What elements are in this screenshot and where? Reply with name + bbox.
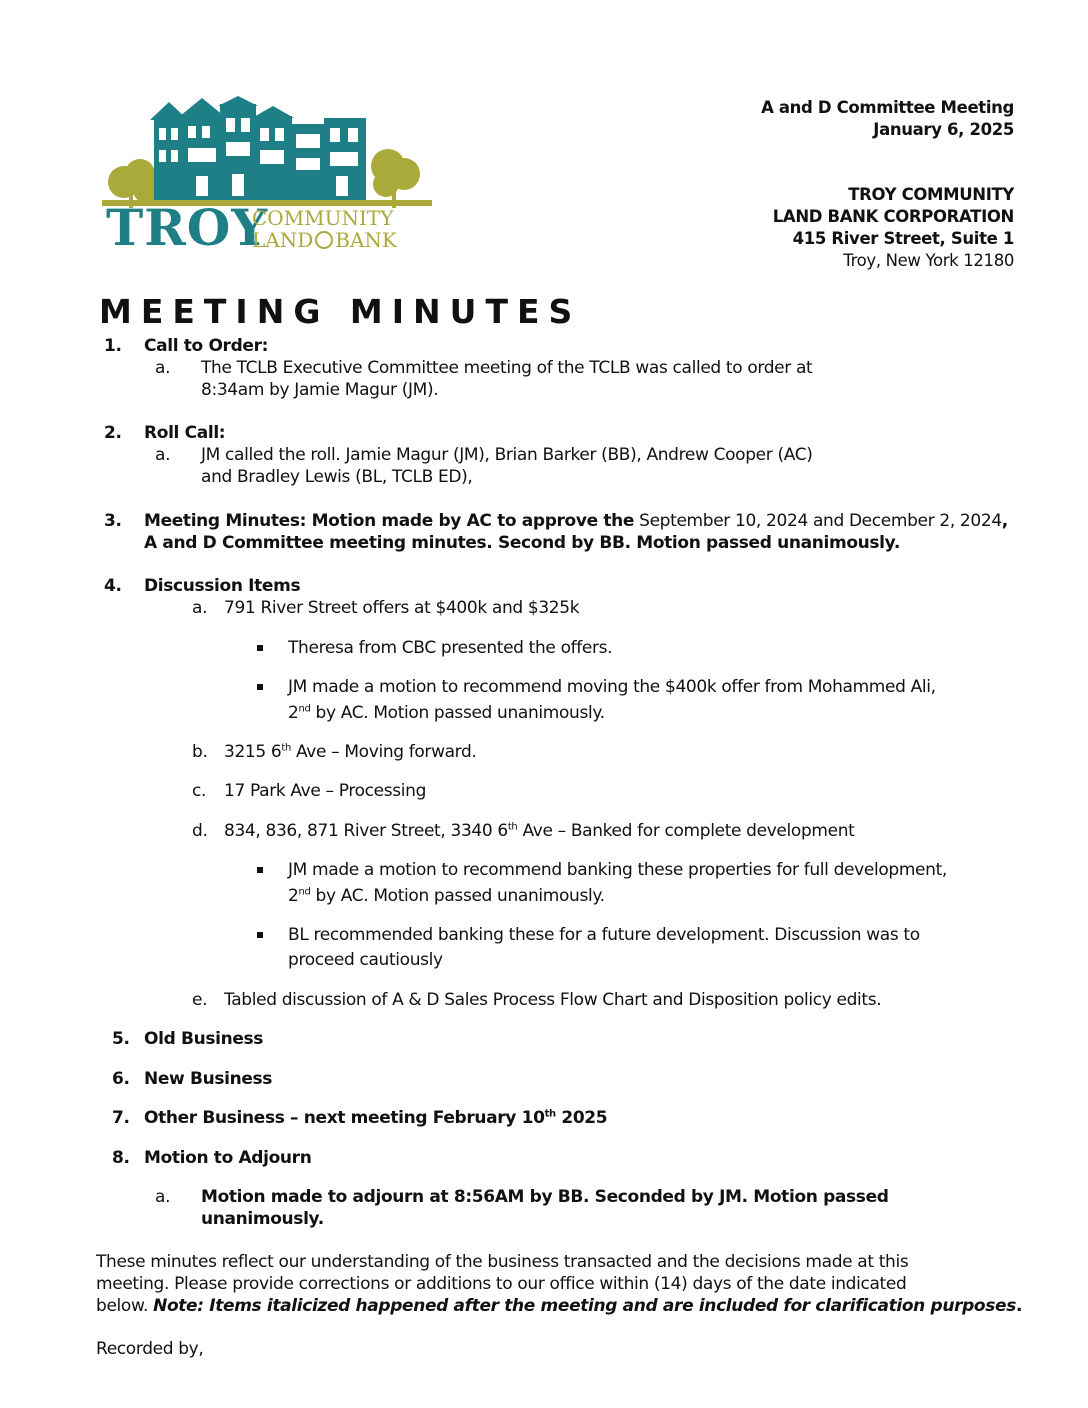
item-4a-text: 791 River Street offers at $400k and $325k [224, 598, 580, 618]
logo-bank-word: BANK [335, 228, 397, 252]
logo-land-word: LAND [252, 228, 314, 252]
item-4a-bullet2-line1: JM made a motion to recommend moving the $400k offer from Mohammed Ali, [288, 677, 936, 697]
footer-italic-note: Note: Items italicized happened after the meeting and are included for clarification purposes [153, 1296, 1016, 1316]
item-1a-letter: a. [155, 358, 171, 378]
item-3-bold-text: Meeting Minutes: Motion made by AC to approve the [144, 511, 635, 531]
item-1-label: Call to Order: [144, 336, 269, 356]
item-3-line1 [144, 510, 1008, 532]
address-number: 3215 6 [224, 742, 282, 762]
item-4b-letter: b. [192, 742, 208, 762]
item-3-line2: A and D Committee meeting minutes. Second by BB. Motion passed unanimously. [144, 533, 900, 553]
bullet-icon [257, 867, 263, 873]
item-5-label: Old Business [144, 1029, 264, 1049]
address-status: Ave – Moving forward. [290, 742, 477, 762]
ordinal-number: 2 [288, 886, 299, 906]
org-address-line1: 415 River Street, Suite 1 [792, 229, 1014, 248]
recorded-by: Recorded by, [96, 1339, 204, 1359]
page-title: MEETING MINUTES [99, 292, 582, 331]
item-3-dates: September 10, 2024 and December 2, 2024 [634, 511, 1002, 531]
item-4d-text [224, 820, 854, 842]
item-3-number: 3. [104, 511, 122, 531]
next-meeting-year: 2025 [555, 1108, 608, 1128]
item-6-label: New Business [144, 1069, 273, 1089]
item-2-number: 2. [104, 423, 122, 443]
logo-troy-word: TROY [106, 198, 269, 257]
footer-period: . [1015, 1296, 1023, 1316]
org-name-line1: TROY COMMUNITY [848, 185, 1014, 204]
item-8a-letter: a. [155, 1187, 171, 1207]
item-1a-line2: 8:34am by Jamie Magur (JM). [201, 380, 439, 400]
item-4d-bullet1-line2 [288, 885, 605, 907]
org-name-line2: LAND BANK CORPORATION [772, 207, 1014, 226]
item-1-number: 1. [104, 336, 122, 356]
footer-line1: These minutes reflect our understanding of the business transacted and the decisions made at this [96, 1252, 909, 1272]
item-4-number: 4. [104, 576, 122, 596]
item-4c-text: 17 Park Ave – Processing [224, 781, 427, 801]
item-7-label [144, 1107, 607, 1129]
item-4a-bullet2-line2 [288, 702, 605, 724]
house-tree-icon [315, 231, 333, 249]
footer-line2: meeting. Please provide corrections or additions to our office within (14) days of the date indicated [96, 1274, 907, 1294]
address-list: 834, 836, 871 River Street, 3340 6 [224, 821, 508, 841]
item-2a-line1: JM called the roll. Jamie Magur (JM), Brian Barker (BB), Andrew Cooper (AC) [201, 445, 813, 465]
item-4-label: Discussion Items [144, 576, 301, 596]
logo-land-bank-line [252, 229, 397, 251]
item-2a-line2: and Bradley Lewis (BL, TCLB ED), [201, 467, 473, 487]
org-address-line2: Troy, New York 12180 [843, 251, 1014, 270]
ordinal-number: 2 [288, 703, 299, 723]
item-8a-line2: unanimously. [201, 1209, 324, 1229]
bullet-icon [257, 645, 263, 651]
item-4d-bullet2-line1: BL recommended banking these for a future development. Discussion was to [288, 925, 920, 945]
item-4a-letter: a. [192, 598, 208, 618]
ordinal-suffix: nd [298, 886, 311, 898]
logo-community-word: COMMUNITY [252, 206, 394, 230]
ordinal-rest: by AC. Motion passed unanimously. [310, 886, 605, 906]
bullet-icon [257, 684, 263, 690]
item-4d-bullet1-line1: JM made a motion to recommend banking these properties for full development, [288, 860, 947, 880]
item-7-number: 7. [112, 1108, 130, 1128]
troy-land-bank-logo [102, 96, 432, 258]
item-4d-bullet2-line2: proceed cautiously [288, 950, 443, 970]
item-8-label: Motion to Adjourn [144, 1148, 312, 1168]
next-meeting-text: Other Business – next meeting February 10 [144, 1108, 545, 1128]
item-2a-letter: a. [155, 445, 171, 465]
footer-line3 [96, 1295, 1022, 1317]
ordinal-suffix: nd [298, 703, 311, 715]
address-status: Ave – Banked for complete development [517, 821, 855, 841]
item-1a-line1: The TCLB Executive Committee meeting of the TCLB was called to order at [201, 358, 813, 378]
item-4a-bullet1: Theresa from CBC presented the offers. [288, 638, 613, 658]
item-4e-text: Tabled discussion of A & D Sales Process Flow Chart and Disposition policy edits. [224, 990, 882, 1010]
meeting-date: January 6, 2025 [873, 120, 1014, 139]
ordinal-suffix: th [507, 821, 518, 833]
item-4b-text [224, 741, 477, 763]
item-3-comma: , [1001, 511, 1008, 531]
ordinal-rest: by AC. Motion passed unanimously. [310, 703, 605, 723]
item-8-number: 8. [112, 1148, 130, 1168]
item-4e-letter: e. [192, 990, 208, 1010]
item-4c-letter: c. [192, 781, 207, 801]
item-2-label: Roll Call: [144, 423, 226, 443]
footer-line3-text: below. [96, 1296, 154, 1316]
bullet-icon [257, 932, 263, 938]
item-8a-line1: Motion made to adjourn at 8:56AM by BB. Seconded by JM. Motion passed [201, 1187, 889, 1207]
ordinal-suffix: th [281, 742, 291, 754]
meeting-title: A and D Committee Meeting [761, 98, 1014, 117]
item-5-number: 5. [112, 1029, 130, 1049]
ordinal-suffix: th [544, 1108, 556, 1120]
item-4d-letter: d. [192, 821, 208, 841]
item-6-number: 6. [112, 1069, 130, 1089]
